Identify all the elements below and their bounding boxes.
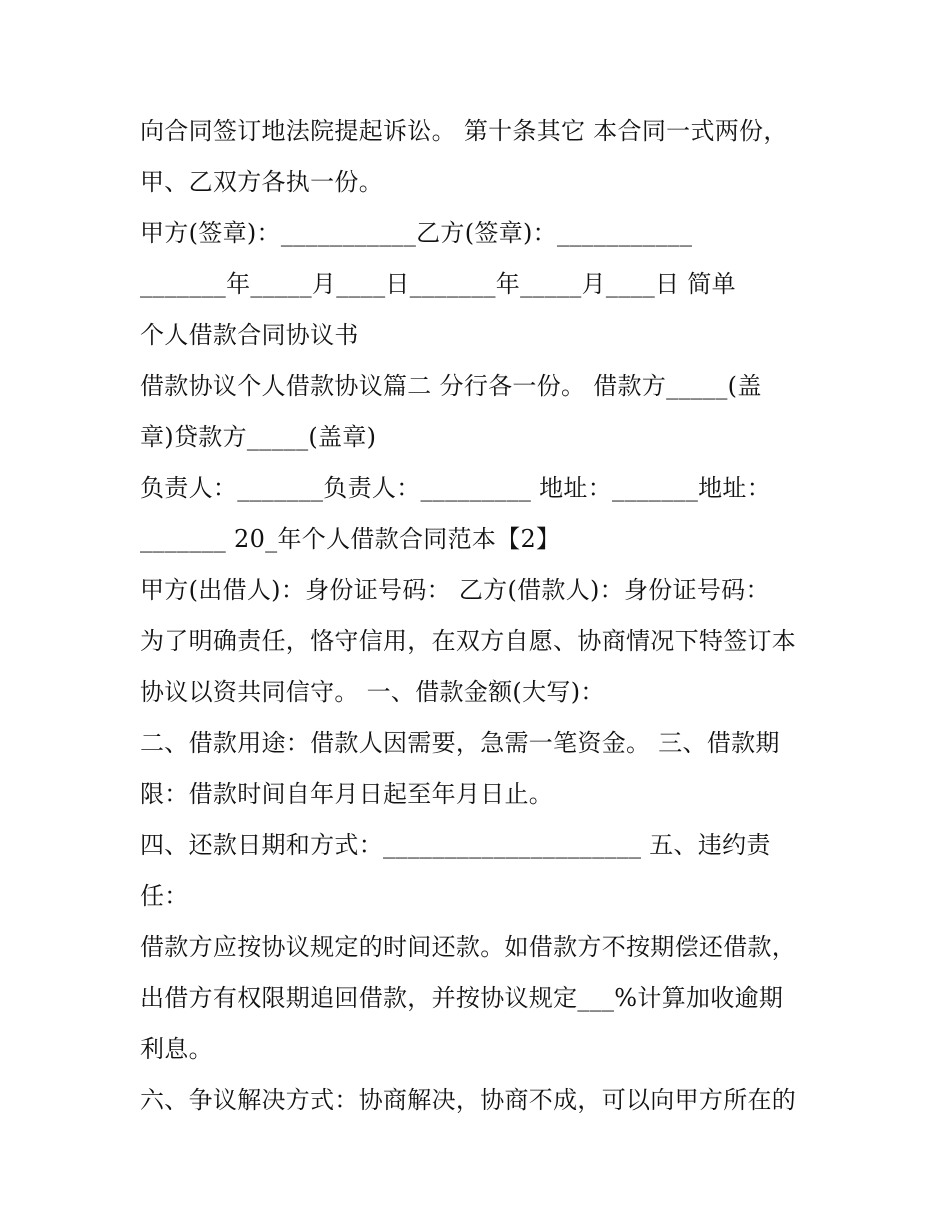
text-line: 利息。 (140, 1035, 213, 1063)
text-line: 四、还款日期和方式：_____________________ 五、违约责 (140, 831, 771, 859)
text-line: 甲方(签章)：___________乙方(签章)：___________ (140, 219, 693, 247)
text-line: 六、争议解决方式：协商解决，协商不成，可以向甲方所在的 (140, 1086, 797, 1114)
document-body (140, 106, 830, 1126)
text-line: 任： (140, 882, 189, 910)
text-line: 出借方有权限期追回借款，并按协议规定___%计算加收逾期 (140, 984, 784, 1012)
text-line: 为了明确责任，恪守信用，在双方自愿、协商情况下特签订本 (140, 627, 797, 655)
text-line: 借款协议个人借款协议篇二 分行各一份。 借款方_____(盖 (140, 372, 762, 400)
text-line: 章)贷款方_____(盖章) (140, 423, 377, 451)
text-line: 协议以资共同信守。 一、借款金额(大写)： (140, 678, 605, 706)
text-line: 二、借款用途：借款人因需要，急需一笔资金。 三、借款期 (140, 729, 780, 757)
text-line: 负责人：_______负责人：_________ 地址：_______地址： (140, 474, 772, 502)
text-line: 限：借款时间自年月日起至年月日止。 (140, 780, 554, 808)
text-line: 借款方应按协议规定的时间还款。如借款方不按期偿还借款， (140, 933, 797, 961)
text-line: 甲、乙双方各执一份。 (140, 168, 383, 196)
text-line: 个人借款合同协议书 (140, 321, 359, 349)
text-line: 向合同签订地法院提起诉讼。 第十条其它 本合同一式两份， (140, 117, 788, 145)
text-line: 甲方(出借人)：身份证号码： 乙方(借款人)：身份证号码： (140, 576, 770, 604)
text-line: _______ 20_年个人借款合同范本【2】 (140, 525, 561, 553)
text-line: _______年_____月____日_______年_____月____日 简单 (140, 270, 736, 298)
